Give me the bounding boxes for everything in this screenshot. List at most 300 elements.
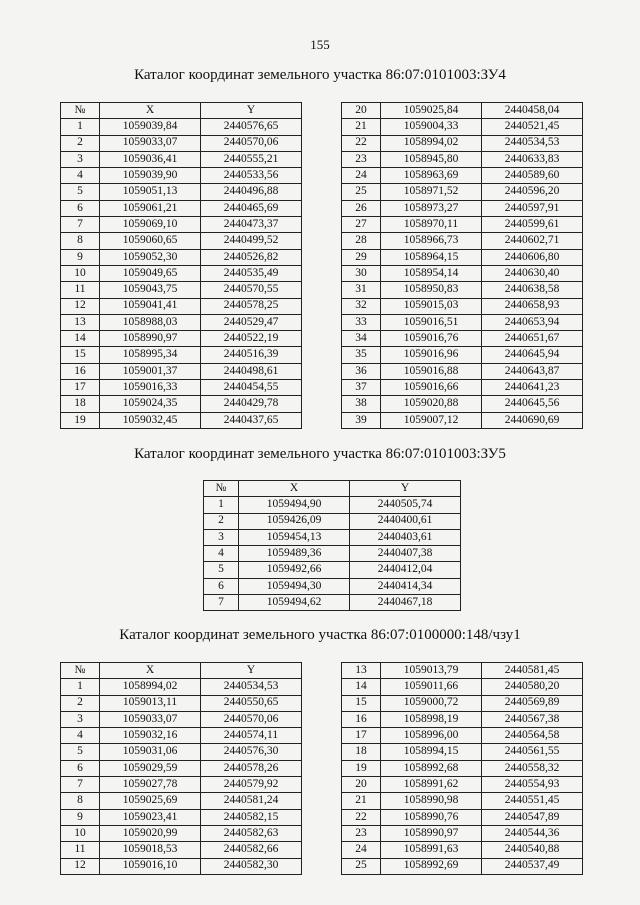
table-row [61,842,302,858]
table-row [61,331,302,347]
cell-y: 2440582,30 [201,858,302,874]
cell-x: 1059033,07 [100,135,201,151]
cell-y: 2440454,55 [201,380,302,396]
cell-x: 1059016,96 [381,347,482,363]
cell-x: 1059023,41 [100,809,201,825]
cell-y: 2440467,18 [350,595,461,611]
cell-y: 2440651,67 [482,331,583,347]
cell-number: 4 [61,168,100,184]
table-row [61,695,302,711]
cell-x: 1059029,59 [100,760,201,776]
cell-number: 3 [204,529,239,545]
table-row [61,760,302,776]
table-row [342,217,583,233]
table-row [342,679,583,695]
cell-x: 1059069,10 [100,217,201,233]
table-row [61,396,302,412]
cell-y: 2440581,45 [482,663,583,679]
cell-y: 2440458,04 [482,103,583,119]
cell-x: 1059454,13 [239,529,350,545]
table-row [61,249,302,265]
cell-x: 1058963,69 [381,168,482,184]
cell-x: 1058994,02 [100,679,201,695]
cell-y: 2440555,21 [201,151,302,167]
header-x: X [239,481,350,497]
cell-y: 2440414,34 [350,578,461,594]
cell-x: 1059020,99 [100,825,201,841]
cell-y: 2440570,55 [201,282,302,298]
cell-number: 9 [61,249,100,265]
cell-number: 25 [342,184,381,200]
cell-y: 2440581,24 [201,793,302,809]
table-row [61,282,302,298]
cell-y: 2440645,56 [482,396,583,412]
coord-table-zu5 [203,480,461,611]
cell-number: 5 [61,184,100,200]
cell-y: 2440403,61 [350,529,461,545]
table-row [61,809,302,825]
cell-x: 1059018,53 [100,842,201,858]
cell-x: 1058954,14 [381,265,482,281]
table-header-row [61,663,302,679]
cell-number: 19 [61,412,100,428]
cell-y: 2440407,38 [350,546,461,562]
cell-x: 1058973,27 [381,200,482,216]
cell-number: 3 [61,151,100,167]
header-y: Y [201,663,302,679]
cell-number: 4 [204,546,239,562]
cell-number: 17 [342,728,381,744]
cell-y: 2440550,65 [201,695,302,711]
cell-y: 2440641,23 [482,380,583,396]
table-row [61,825,302,841]
cell-number: 18 [342,744,381,760]
table-row [342,858,583,874]
table-row [342,265,583,281]
section-title-zu5: Каталог координат земельного участка 86:07:0101003:ЗУ5 [134,446,506,462]
cell-number: 17 [61,380,100,396]
cell-x: 1058994,02 [381,135,482,151]
cell-y: 2440498,61 [201,363,302,379]
cell-x: 1059016,76 [381,331,482,347]
cell-y: 2440602,71 [482,233,583,249]
table-row [342,168,583,184]
cell-number: 2 [204,513,239,529]
cell-number: 22 [342,809,381,825]
table-row [342,396,583,412]
table-row [342,760,583,776]
table-row [342,233,583,249]
table-row [342,777,583,793]
table-row [342,380,583,396]
cell-y: 2440521,45 [482,119,583,135]
cell-number: 1 [61,119,100,135]
table-header-row [204,481,461,497]
cell-number: 3 [61,711,100,727]
cell-x: 1059025,69 [100,793,201,809]
cell-y: 2440599,61 [482,217,583,233]
cell-y: 2440505,74 [350,497,461,513]
cell-x: 1059492,66 [239,562,350,578]
table-row [61,793,302,809]
cell-y: 2440690,69 [482,412,583,428]
cell-number: 2 [61,135,100,151]
cell-y: 2440578,25 [201,298,302,314]
cell-number: 10 [61,265,100,281]
cell-number: 39 [342,412,381,428]
table-row [61,119,302,135]
header-number: № [204,481,239,497]
table-row [342,793,583,809]
cell-x: 1058994,15 [381,744,482,760]
cell-x: 1059039,84 [100,119,201,135]
cell-x: 1059004,33 [381,119,482,135]
table-row [61,347,302,363]
table-row [61,314,302,330]
cell-number: 14 [61,331,100,347]
cell-y: 2440400,61 [350,513,461,529]
table-row [342,298,583,314]
cell-y: 2440574,11 [201,728,302,744]
cell-y: 2440437,65 [201,412,302,428]
table-row [61,363,302,379]
cell-y: 2440534,53 [201,679,302,695]
cell-number: 12 [61,298,100,314]
cell-x: 1058990,98 [381,793,482,809]
coord-table-chzu1-right [341,662,583,875]
table-row [342,842,583,858]
cell-x: 1059016,33 [100,380,201,396]
cell-number: 32 [342,298,381,314]
cell-number: 6 [204,578,239,594]
cell-x: 1059015,03 [381,298,482,314]
cell-number: 20 [342,777,381,793]
cell-number: 13 [61,314,100,330]
cell-x: 1059032,45 [100,412,201,428]
table-row [342,412,583,428]
cell-y: 2440567,38 [482,711,583,727]
section-title-chzu1: Каталог координат земельного участка 86:07:0100000:148/чзу1 [119,627,521,643]
header-number: № [61,103,100,119]
cell-x: 1059024,35 [100,396,201,412]
cell-x: 1058950,83 [381,282,482,298]
cell-x: 1059043,75 [100,282,201,298]
header-y: Y [350,481,461,497]
cell-number: 1 [204,497,239,513]
cell-y: 2440526,82 [201,249,302,265]
table-row [342,119,583,135]
cell-x: 1059025,84 [381,103,482,119]
cell-number: 27 [342,217,381,233]
cell-number: 6 [61,200,100,216]
page-number: 155 [310,37,330,52]
table-row [204,513,461,529]
cell-y: 2440499,52 [201,233,302,249]
cell-x: 1058992,69 [381,858,482,874]
cell-y: 2440578,26 [201,760,302,776]
table-row [61,412,302,428]
cell-x: 1059027,78 [100,777,201,793]
table-row [61,777,302,793]
table-row [204,497,461,513]
cell-number: 19 [342,760,381,776]
cell-x: 1059494,90 [239,497,350,513]
table-row [204,578,461,594]
header-y: Y [201,103,302,119]
table-row [61,858,302,874]
cell-y: 2440516,39 [201,347,302,363]
cell-y: 2440630,40 [482,265,583,281]
cell-y: 2440579,92 [201,777,302,793]
cell-x: 1058998,19 [381,711,482,727]
cell-x: 1059426,09 [239,513,350,529]
cell-number: 18 [61,396,100,412]
table-row [61,728,302,744]
cell-x: 1058995,34 [100,347,201,363]
cell-y: 2440582,15 [201,809,302,825]
cell-number: 16 [342,711,381,727]
table-row [61,151,302,167]
table-row [61,298,302,314]
cell-x: 1058990,97 [100,331,201,347]
cell-x: 1059049,65 [100,265,201,281]
cell-x: 1058964,15 [381,249,482,265]
table-row [61,168,302,184]
cell-y: 2440496,88 [201,184,302,200]
cell-y: 2440522,19 [201,331,302,347]
table-row [342,135,583,151]
cell-y: 2440544,36 [482,825,583,841]
section-title-zu4: Каталог координат земельного участка 86:07:0101003:ЗУ4 [134,67,506,83]
cell-number: 5 [61,744,100,760]
cell-y: 2440540,88 [482,842,583,858]
cell-y: 2440554,93 [482,777,583,793]
cell-number: 24 [342,168,381,184]
cell-y: 2440606,80 [482,249,583,265]
header-x: X [100,663,201,679]
cell-y: 2440561,55 [482,744,583,760]
cell-y: 2440412,04 [350,562,461,578]
cell-x: 1058990,76 [381,809,482,825]
cell-y: 2440658,93 [482,298,583,314]
cell-x: 1058991,63 [381,842,482,858]
table-row [61,233,302,249]
cell-number: 23 [342,151,381,167]
cell-number: 38 [342,396,381,412]
cell-number: 7 [61,217,100,233]
cell-number: 24 [342,842,381,858]
cell-x: 1059494,62 [239,595,350,611]
cell-x: 1058966,73 [381,233,482,249]
cell-number: 23 [342,825,381,841]
cell-number: 16 [61,363,100,379]
cell-x: 1058991,62 [381,777,482,793]
cell-number: 1 [61,679,100,695]
cell-x: 1059494,30 [239,578,350,594]
cell-x: 1059011,66 [381,679,482,695]
cell-y: 2440569,89 [482,695,583,711]
cell-number: 9 [61,809,100,825]
cell-y: 2440533,56 [201,168,302,184]
cell-y: 2440638,58 [482,282,583,298]
cell-x: 1059016,10 [100,858,201,874]
table-row [342,363,583,379]
table-row [61,200,302,216]
table-row [342,103,583,119]
cell-y: 2440570,06 [201,711,302,727]
cell-x: 1058945,80 [381,151,482,167]
table-header-row [61,103,302,119]
header-number: № [61,663,100,679]
cell-number: 14 [342,679,381,695]
cell-number: 25 [342,858,381,874]
cell-x: 1059033,07 [100,711,201,727]
cell-number: 5 [204,562,239,578]
table-row [61,711,302,727]
table-row [342,825,583,841]
cell-number: 35 [342,347,381,363]
cell-x: 1059016,66 [381,380,482,396]
table-row [61,217,302,233]
cell-number: 26 [342,200,381,216]
cell-x: 1059039,90 [100,168,201,184]
cell-x: 1059061,21 [100,200,201,216]
cell-y: 2440576,30 [201,744,302,760]
cell-number: 11 [61,282,100,298]
table-row [61,744,302,760]
cell-x: 1059016,51 [381,314,482,330]
table-row [61,265,302,281]
cell-y: 2440465,69 [201,200,302,216]
cell-number: 33 [342,314,381,330]
cell-y: 2440551,45 [482,793,583,809]
cell-y: 2440645,94 [482,347,583,363]
cell-x: 1059007,12 [381,412,482,428]
table-row [342,151,583,167]
cell-x: 1059051,13 [100,184,201,200]
cell-number: 20 [342,103,381,119]
table-row [204,546,461,562]
cell-number: 10 [61,825,100,841]
table-row [342,711,583,727]
cell-y: 2440534,53 [482,135,583,151]
cell-y: 2440564,58 [482,728,583,744]
cell-number: 29 [342,249,381,265]
table-row [204,562,461,578]
cell-x: 1058990,97 [381,825,482,841]
table-row [342,663,583,679]
table-row [61,135,302,151]
cell-x: 1059060,65 [100,233,201,249]
cell-number: 15 [61,347,100,363]
cell-y: 2440596,20 [482,184,583,200]
cell-x: 1059000,72 [381,695,482,711]
cell-y: 2440547,89 [482,809,583,825]
table-row [204,529,461,545]
cell-x: 1059041,41 [100,298,201,314]
cell-y: 2440582,63 [201,825,302,841]
cell-number: 2 [61,695,100,711]
cell-number: 21 [342,793,381,809]
table-row [342,347,583,363]
cell-number: 11 [61,842,100,858]
cell-number: 15 [342,695,381,711]
cell-x: 1059031,06 [100,744,201,760]
table-row [342,249,583,265]
table-row [342,728,583,744]
cell-y: 2440529,47 [201,314,302,330]
cell-x: 1059489,36 [239,546,350,562]
header-x: X [100,103,201,119]
cell-y: 2440582,66 [201,842,302,858]
cell-number: 6 [61,760,100,776]
cell-y: 2440537,49 [482,858,583,874]
cell-y: 2440473,37 [201,217,302,233]
cell-number: 31 [342,282,381,298]
table-row [342,184,583,200]
cell-y: 2440589,60 [482,168,583,184]
cell-number: 37 [342,380,381,396]
cell-number: 36 [342,363,381,379]
cell-number: 30 [342,265,381,281]
cell-x: 1058996,00 [381,728,482,744]
cell-number: 22 [342,135,381,151]
cell-number: 34 [342,331,381,347]
cell-y: 2440558,32 [482,760,583,776]
table-row [342,695,583,711]
cell-y: 2440597,91 [482,200,583,216]
cell-number: 21 [342,119,381,135]
cell-number: 8 [61,793,100,809]
cell-y: 2440643,87 [482,363,583,379]
cell-y: 2440570,06 [201,135,302,151]
cell-x: 1059020,88 [381,396,482,412]
cell-x: 1059001,37 [100,363,201,379]
coord-table-zu4-left [60,102,302,429]
cell-number: 28 [342,233,381,249]
table-row [61,679,302,695]
cell-y: 2440653,94 [482,314,583,330]
cell-x: 1059036,41 [100,151,201,167]
cell-y: 2440580,20 [482,679,583,695]
cell-x: 1058988,03 [100,314,201,330]
cell-x: 1059052,30 [100,249,201,265]
coord-table-chzu1-left [60,662,302,875]
cell-y: 2440535,49 [201,265,302,281]
cell-y: 2440633,83 [482,151,583,167]
cell-x: 1058971,52 [381,184,482,200]
cell-x: 1059016,88 [381,363,482,379]
table-row [342,282,583,298]
cell-y: 2440429,78 [201,396,302,412]
cell-x: 1058970,11 [381,217,482,233]
cell-number: 12 [61,858,100,874]
coord-table-zu4-right [341,102,583,429]
cell-x: 1059032,16 [100,728,201,744]
table-row [342,200,583,216]
cell-number: 4 [61,728,100,744]
table-row [342,744,583,760]
table-row [342,809,583,825]
cell-x: 1059013,11 [100,695,201,711]
cell-x: 1059013,79 [381,663,482,679]
table-row [61,380,302,396]
cell-number: 13 [342,663,381,679]
table-row [342,331,583,347]
table-row [342,314,583,330]
cell-x: 1058992,68 [381,760,482,776]
table-row [61,184,302,200]
